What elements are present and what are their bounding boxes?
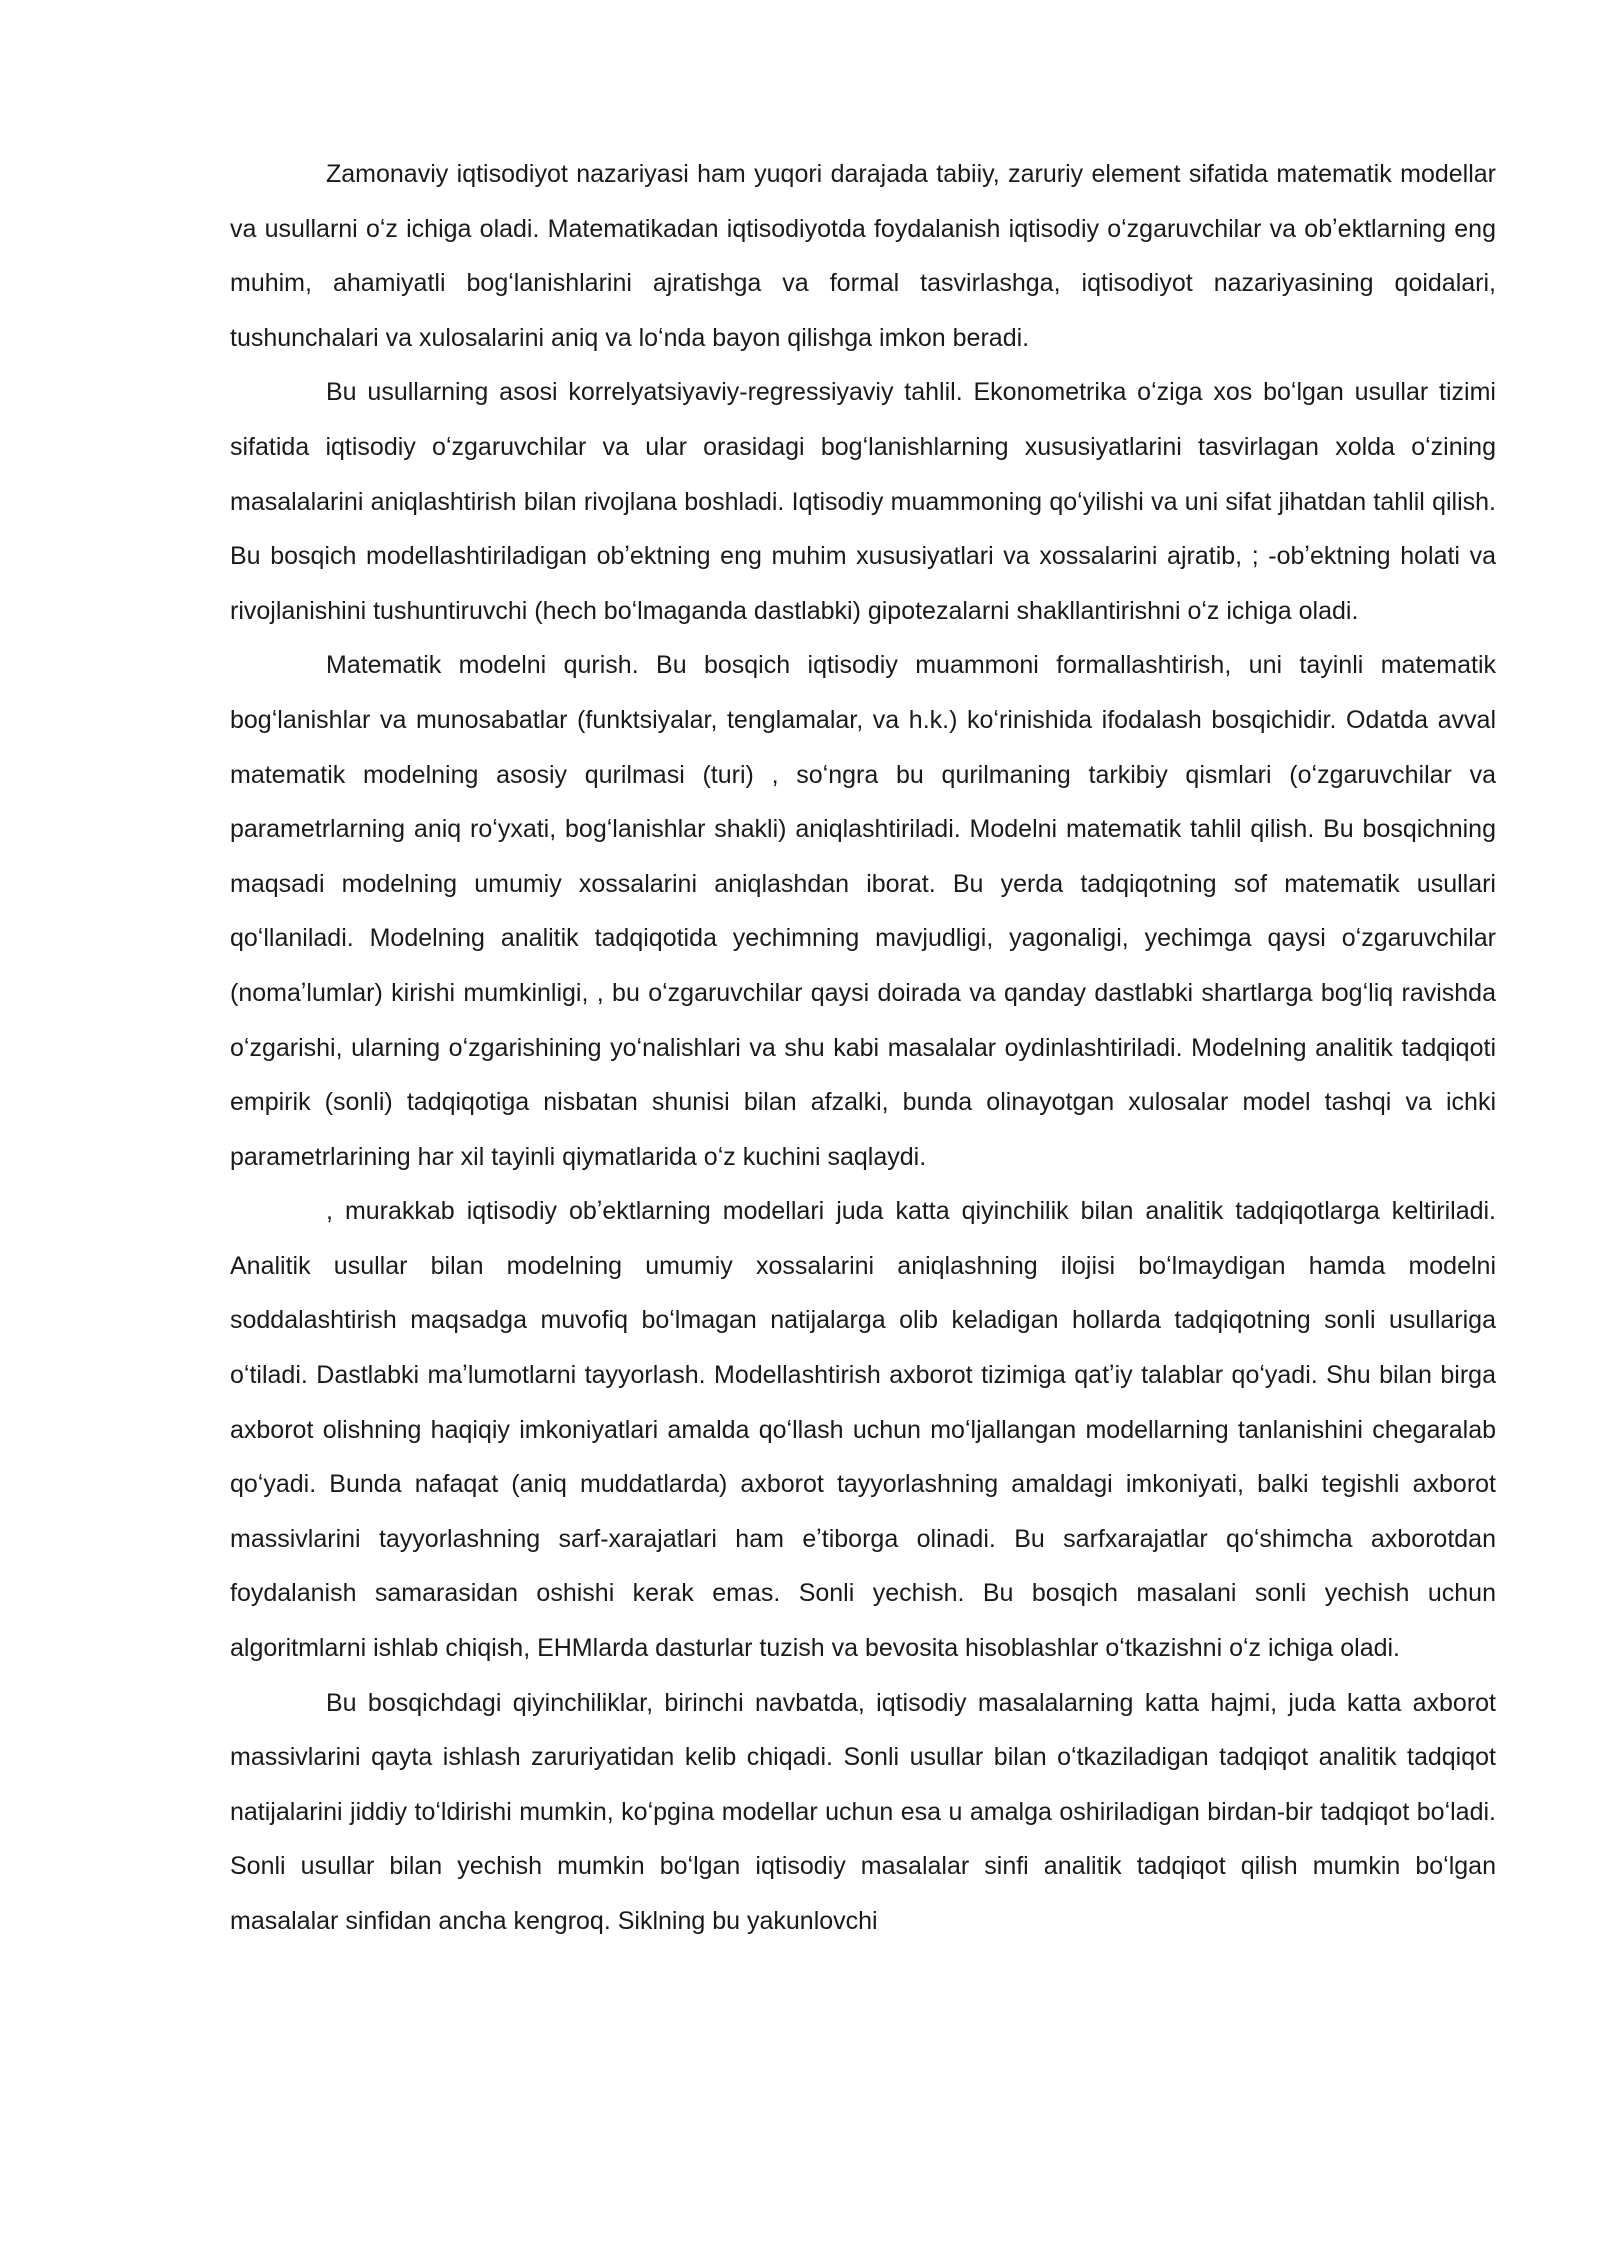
paragraph: , murakkab iqtisodiy obʼektlarning modellari juda katta qiyinchilik bilan analitik tadqiqotlarga keltiriladi. Analitik usullar bilan modelning umumiy xossalarini aniqlashning ilojisi boʻlmaydigan hamda modelni soddalashtirish maqsadga muvofiq boʻlmagan natijalarga olib keladigan hollarda tadqiqotning sonli usullariga oʻtiladi. Dastlabki maʼlumotlarni tayyorlash. Modellashtirish axborot tizimiga qatʼiy talablar qoʻyadi. Shu bilan birga axborot olishning haqiqiy imkoniyatlari amalda qoʻllash uchun moʻljallangan modellarning tanlanishini chegaralab qoʻyadi. Bunda nafaqat (aniq muddatlarda) axborot tayyorlashning amaldagi imkoniyati, balki tegishli axborot massivlarini tayyorlashning sarf-xarajatlari ham eʼtiborga olinadi. Bu sarfxarajatlar qoʻshimcha axborotdan foydalanish samarasidan oshishi kerak emas. Sonli yechish. Bu bosqich masalani sonli yechish uchun algoritmlarni ishlab chiqish, EHMlarda dasturlar tuzish va bevosita hisoblashlar oʻtkazishni oʻz ichiga oladi. <box>230 1197 1496 1663</box>
paragraph: Bu usullarning asosi korrelyatsiyaviy-regressiyaviy tahlil. Ekonometrika oʻziga xos boʻlgan usullar tizimi sifatida iqtisodiy oʻzgaruvchilar va ular orasidagi bogʻlanishlarning xususiyatlarini tasvirlagan xolda oʻzining masalalarini aniqlashtirish bilan rivojlana boshladi. Iqtisodiy muammoning qoʻyilishi va uni sifat jihatdan tahlil qilish. Bu bosqich modellashtiriladigan obʼektning eng muhim xususiyatlari va xossalarini ajratib, ; -obʼektning holati va rivojlanishini tushuntiruvchi (hech boʻlmaganda dastlabki) gipotezalarni shakllantirishni oʻz ichiga oladi. <box>230 378 1496 625</box>
paragraph: Matematik modelni qurish. Bu bosqich iqtisodiy muammoni formallashtirish, uni tayinli matematik bogʻlanishlar va munosabatlar (funktsiyalar, tenglamalar, va h.k.) koʻrinishida ifodalash bosqichidir. Odatda avval matematik modelning asosiy qurilmasi (turi) , soʻngra bu qurilmaning tarkibiy qismlari (oʻzgaruvchilar va parametrlarning aniq roʻyxati, bogʻlanishlar shakli) aniqlashtiriladi. Modelni matematik tahlil qilish. Bu bosqichning maqsadi modelning umumiy xossalarini aniqlashdan iborat. Bu yerda tadqiqotning sof matematik usullari qoʻllaniladi. Modelning analitik tadqiqotida yechimning mavjudligi, yagonaligi, yechimga qaysi oʻzgaruvchilar (nomaʼlumlar) kirishi mumkinligi, , bu oʻzgaruvchilar qaysi doirada va qanday dastlabki shartlarga bogʻliq ravishda oʻzgarishi, ularning oʻzgarishining yoʻnalishlari va shu kabi masalalar oydinlashtiriladi. Modelning analitik tadqiqoti empirik (sonli) tadqiqotiga nisbatan shunisi bilan afzalki, bunda olinayotgan xulosalar model tashqi va ichki parametrlarining har xil tayinli qiymatlarida oʻz kuchini saqlaydi. <box>230 651 1496 1171</box>
document-page <box>230 147 1496 1949</box>
paragraph: Zamonaviy iqtisodiyot nazariyasi ham yuqori darajada tabiiy, zaruriy element sifatida matematik modellar va usullarni oʻz ichiga oladi. Matematikadan iqtisodiyotda foydalanish iqtisodiy oʻzgaruvchilar va obʼektlarning eng muhim, ahamiyatli bogʻlanishlarini ajratishga va formal tasvirlashga, iqtisodiyot nazariyasining qoidalari, tushunchalari va xulosalarini aniq va loʻnda bayon qilishga imkon beradi. <box>230 160 1496 352</box>
paragraph: Bu bosqichdagi qiyinchiliklar, birinchi navbatda, iqtisodiy masalalarning katta hajmi, juda katta axborot massivlarini qayta ishlash zaruriyatidan kelib chiqadi. Sonli usullar bilan oʻtkaziladigan tadqiqot analitik tadqiqot natijalarini jiddiy toʻldirishi mumkin, koʻpgina modellar uchun esa u amalga oshiriladigan birdan-bir tadqiqot boʻladi. Sonli usullar bilan yechish mumkin boʻlgan iqtisodiy masalalar sinfi analitik tadqiqot qilish mumkin boʻlgan masalalar sinfidan ancha kengroq. Siklning bu yakunlovchi <box>230 1688 1496 1935</box>
